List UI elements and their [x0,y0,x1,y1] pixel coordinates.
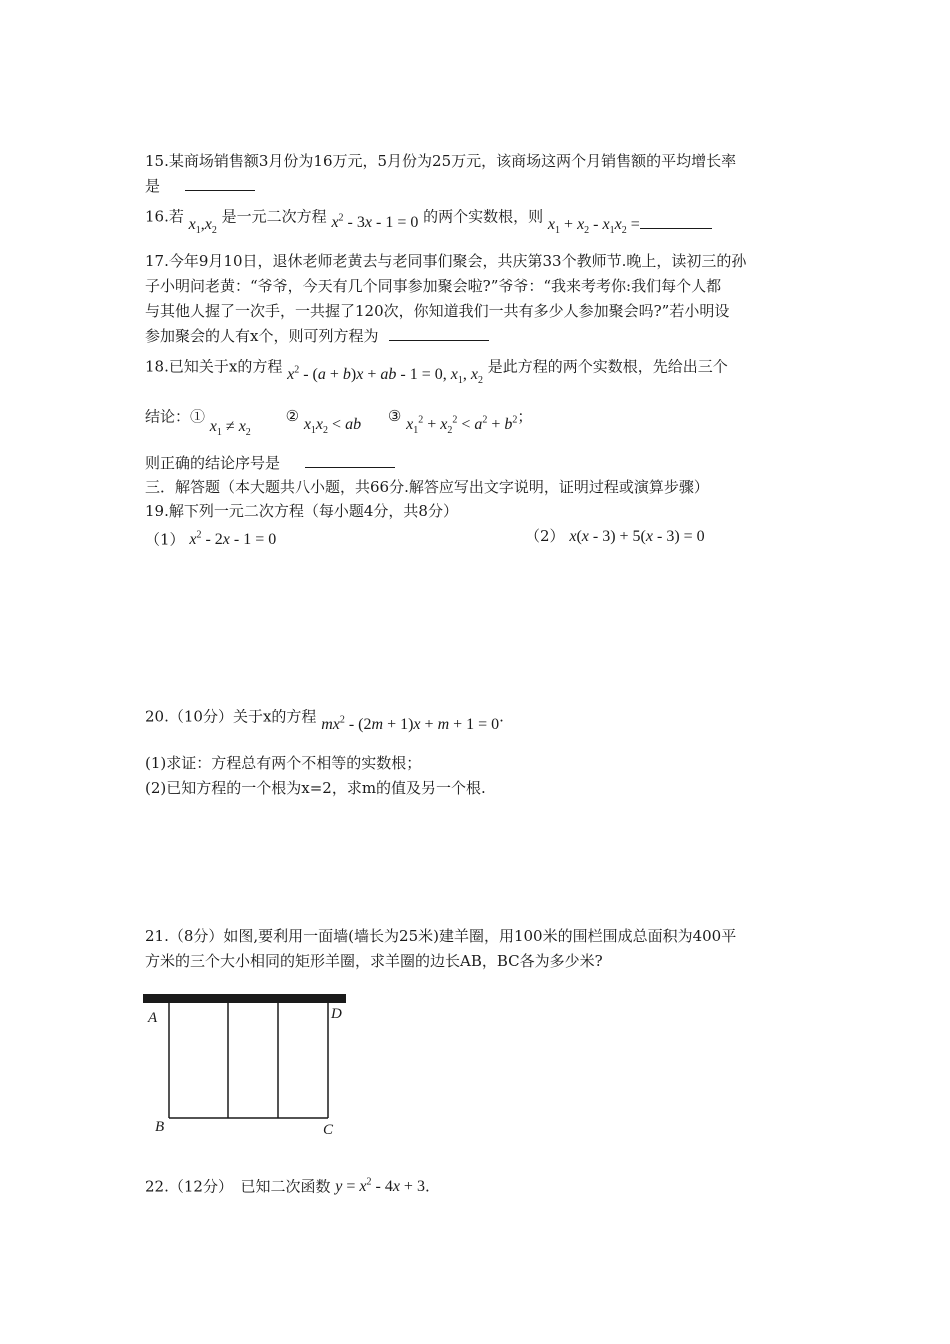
q18-conclusion-3: $x_1^2 + x_2^2 < a^2 + b^2$ [406,415,518,437]
q15-line2-text: 是 [145,177,161,195]
q19-part1 [145,525,276,551]
q16-equation: $x^2 - 3x - 1 = 0$ [331,213,419,232]
q18-answer-text: 则正确的结论序号是 [145,454,281,472]
q17-line2: 子小明问老黄：“爷爷，今天有几个同事参加聚会啦?”爷爷：“我来考考你:我们每个人都 [145,277,722,295]
q15-answer-blank [185,176,255,191]
q18-tail: ； [517,407,533,426]
label-c: C [323,1122,334,1138]
q18-conclusion-label: 结论：① [145,407,206,426]
q18-answer-blank [305,453,395,468]
q17-line1: 17.今年9月10日，退休老师老黄去与老同事们聚会，共庆第33个教师节.晚上，读初三的孙 [145,252,747,270]
q19-part2-equation: x(x - 3) + 5(x - 3) = 0 [569,528,705,545]
q16-expression: $x_1 + x_2 - x_1x_2$ = [547,216,640,237]
q21-pen-diagram [142,990,352,1140]
q15-line1: 15.某商场销售额3月份为16万元，5月份为25万元，该商场这两个月销售额的平均增长率 [145,152,737,170]
q16-line [145,202,712,235]
q16-mid: 是一元二次方程 [221,207,327,226]
q17-answer-blank [389,326,489,341]
q20-prefix: 20.（10分）关于x的方程 [145,707,317,726]
wall [143,994,346,1003]
q17-line4 [145,325,489,347]
q20-equation: $mx^2 - (2m + 1)x + m + 1 = 0$ [321,715,500,734]
q21-figure [142,990,352,1140]
q20-sub2: (2)已知方程的一个根为x=2，求m的值及另一个根. [145,779,486,797]
q18-conclusion-2: $x_1x_2$ < ab [303,416,362,437]
q16-prefix: 16.若 [145,207,184,226]
q19-part2 [525,525,705,548]
q18-suffix: 是此方程的两个实数根，先给出三个 [487,357,728,376]
q19-title: 19.解下列一元二次方程（每小题4分，共8分） [145,502,458,520]
q18-equation: $x^2 - (a + b)x$ + ab - 1 = 0, $x_1$, $x_2$ [287,365,483,387]
q18-answer-line [145,452,395,474]
label-a: A [148,1010,158,1026]
q16-suffix: 的两个实数根，则 [423,207,544,226]
q18-mark-2: ② [285,407,300,426]
q22-line [145,1172,430,1198]
q16-roots: $x_1,x_2$ [188,216,217,237]
q17-line4-text: 参加聚会的人有x个，则可列方程为 [145,327,379,345]
q19-part2-label: （2） [525,527,565,545]
q22-suffix: . [424,1177,430,1196]
q18-line [145,352,728,385]
q18-conclusion-1: $x_1 \ne x_2$ [209,418,251,439]
label-d: D [331,1006,342,1022]
section-3-heading: 三．解答题（本大题共八小题，共66分.解答应写出文字说明，证明过程或演算步骤） [145,478,709,496]
q22-prefix: 22.（12分） 已知二次函数 [145,1177,331,1196]
q21-line2: 方米的三个大小相同的矩形羊圈，求羊圈的边长AB，BC各为多少米? [145,952,603,970]
q20-line [145,702,504,734]
q18-mark-3: ③ [387,407,402,426]
label-b: B [155,1119,165,1135]
q18-conclusions [145,402,533,439]
q20-dot: . [499,707,504,726]
q22-function: $y = x^2 - 4x + 3$ [335,1177,425,1196]
q19-part1-equation: $x^2 - 2x - 1 = 0$ [189,530,277,549]
q17-line3: 与其他人握了一次手，一共握了120次，你知道我们一共有多少人参加聚会吗?”若小明设 [145,302,730,320]
q21-line1: 21.（8分）如图,要利用一面墙(墙长为25米)建羊圈，用100米的围栏围成总面积为400平 [145,927,737,945]
q15-line2 [145,175,255,197]
q19-part1-label: （1） [145,530,185,549]
q18-prefix: 18.已知关于x的方程 [145,357,283,376]
q20-sub1: (1)求证：方程总有两个不相等的实数根； [145,754,422,772]
q16-answer-blank [640,214,712,229]
